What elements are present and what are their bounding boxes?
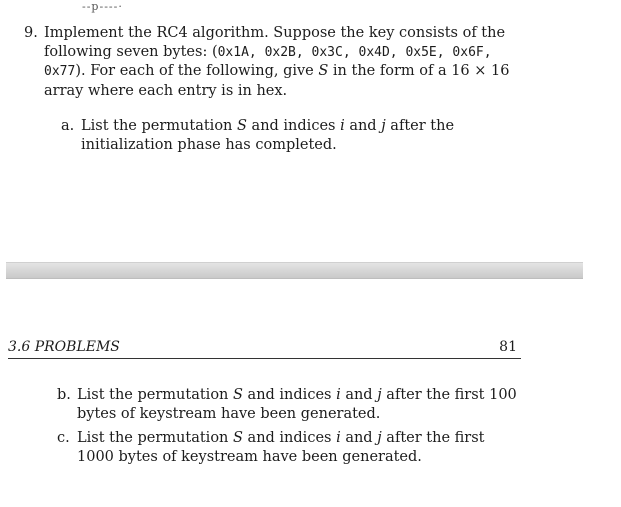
part-text-segment: and indices [242,430,337,446]
part-text-segment: after the first 1000 bytes of keystream have been generated. [77,430,485,465]
problem-text-part: Implement the RC4 algorithm. Suppose the key consists of the following seven bytes: ( [44,25,506,60]
problem-text-part: in the form of a 16 × 16 array where each entry is in hex. [44,63,510,99]
part-a [61,117,521,154]
problem-number: 9. [24,25,38,41]
problem-statement [44,24,524,100]
part-text-segment: and [340,430,378,446]
key-bytes: 0x1A, 0x2B, 0x3C, 0x4D, 0x5E, 0x6F, 0x77 [44,44,492,79]
part-label: b. [57,387,71,403]
symbol-s: S [233,387,243,403]
previous-text-fragment: --p----· [82,0,123,13]
part-b [57,386,521,423]
symbol-i: i [336,387,341,403]
part-c [57,429,521,466]
part-label: c. [57,430,70,446]
part-text-segment: and [344,118,382,134]
part-text-segment: and indices [242,387,337,403]
symbol-i: i [340,118,345,134]
part-text-segment: List the permutation [77,387,233,403]
part-label: a. [61,118,75,134]
symbol-s: S [233,430,243,446]
part-text-segment: after the initialization phase has completed. [81,118,455,153]
part-text-segment: and [340,387,378,403]
section-title: 3.6 PROBLEMS [8,339,120,355]
symbol-j: j [377,430,382,446]
symbol-j: j [381,118,386,134]
part-text [77,386,521,423]
symbol-s: S [237,118,247,134]
part-text-segment: and indices [246,118,341,134]
problem-9 [24,24,524,100]
symbol-s: S [318,63,329,79]
part-text [81,117,521,154]
page-break-divider [6,262,583,279]
running-header [8,339,521,359]
part-text [77,429,521,466]
part-text-segment: after the first 100 bytes of keystream have been generated. [77,387,517,422]
symbol-i: i [336,430,341,446]
problem-text-part: ). For each of the following, give [75,63,319,79]
symbol-j: j [377,387,382,403]
part-text-segment: List the permutation [81,118,237,134]
page-number: 81 [499,339,517,355]
part-text-segment: List the permutation [77,430,233,446]
